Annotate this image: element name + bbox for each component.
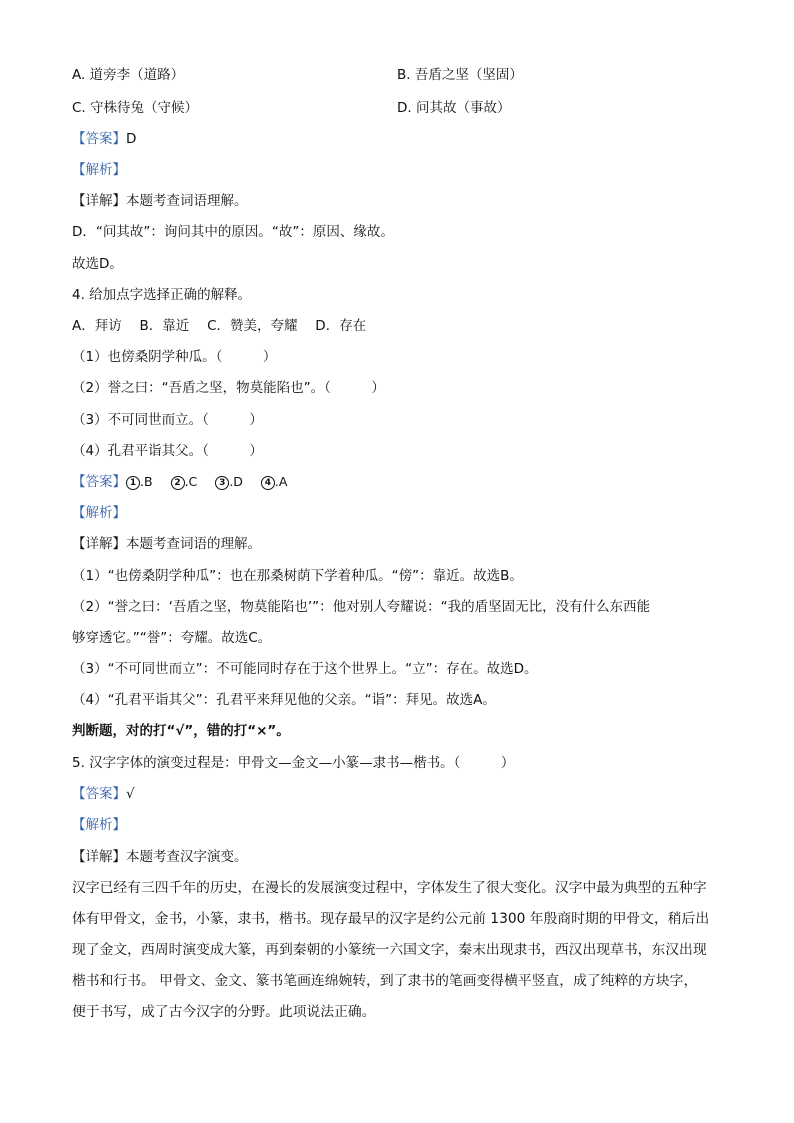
q4-item-2: （2）誉之曰：“吾盾之坚，物莫能陷也”。（ ） bbox=[72, 380, 385, 396]
detail-tag: 【详解】 bbox=[72, 849, 126, 865]
q3-option-b: B. 吾盾之坚（坚固） bbox=[397, 67, 523, 83]
q4-answer-row bbox=[72, 473, 305, 491]
q4-item-3: （3）不可同世而立。（ ） bbox=[72, 412, 263, 428]
q3-answer-row bbox=[72, 130, 136, 148]
q4-title: 4. 给加点字选择正确的解释。 bbox=[72, 287, 252, 303]
q3-detail-row bbox=[72, 192, 248, 210]
q4-explain-4: （4）“孔君平诣其父”：孔君平来拜见他的父亲。“诣”：拜见。故选A。 bbox=[72, 692, 496, 708]
q4-item-4: （4）孔君平诣其父。（ ） bbox=[72, 443, 263, 459]
q4-detail-row bbox=[72, 535, 261, 553]
paragraph-line: 体有甲骨文，金书，小篆，隶书，楷书。现存最早的汉字是约公元前 1300 年殷商时期的甲骨文，稍后出 bbox=[72, 911, 710, 927]
answer-tag: 【答案】 bbox=[72, 786, 126, 802]
paragraph-line: 汉字已经有三四千年的历史，在漫长的发展演变过程中，字体发生了很大变化。汉字中最为典型的五种字 bbox=[72, 880, 707, 896]
answer-value: .A bbox=[274, 474, 288, 489]
section-title: 判断题，对的打“√”，错的打“×”。 bbox=[72, 723, 290, 739]
q5-detail: 本题考查汉字演变。 bbox=[126, 849, 248, 865]
q3-option-a: A. 道旁李（道路） bbox=[72, 67, 185, 83]
q4-explain-2: （2）“誉之曰：‘吾盾之坚，物莫能陷也’”：他对别人夸耀说：“我的盾坚固无比，没有什么东西能 bbox=[72, 599, 651, 615]
q3-detail: 本题考查词语理解。 bbox=[126, 193, 248, 209]
q4-answer-4 bbox=[261, 473, 288, 491]
circled-number: 2 bbox=[171, 476, 185, 490]
detail-tag: 【详解】 bbox=[72, 536, 126, 552]
q4-explain-2b: 够穿透它。”“誉”：夸耀。故选C。 bbox=[72, 630, 272, 646]
q4-detail: 本题考查词语的理解。 bbox=[126, 536, 261, 552]
paragraph-line: 楷书和行书。 甲骨文、金文、篆书笔画连绵婉转，到了隶书的笔画变得横平竖直，成了纯粹的方块字， bbox=[72, 973, 698, 989]
circled-number: 3 bbox=[215, 476, 229, 490]
answer-tag: 【答案】 bbox=[72, 131, 126, 147]
answer-value: .C bbox=[184, 474, 198, 489]
paragraph-line: 现了金文，西周时演变成大篆，再到秦朝的小篆统一六国文字，秦末出现隶书，西汉出现草书，东汉出现 bbox=[72, 942, 707, 958]
q3-option-c: C. 守株待兔（守候） bbox=[72, 100, 199, 116]
q4-explain-3: （3）“不可同世而立”：不可能同时存在于这个世界上。“立”：存在。故选D。 bbox=[72, 661, 538, 677]
q3-conclusion: 故选D。 bbox=[72, 256, 123, 272]
answer-tag: 【答案】 bbox=[72, 474, 126, 490]
q4-answer-3 bbox=[215, 473, 243, 491]
q5-explanation-paragraph bbox=[72, 873, 724, 1028]
q5-answer: √ bbox=[126, 786, 135, 802]
circled-number: 4 bbox=[261, 476, 275, 490]
q5-detail-row bbox=[72, 848, 248, 866]
q5-answer-row bbox=[72, 785, 135, 803]
answer-value: .B bbox=[140, 474, 153, 489]
q3-analysis-tag: 【解析】 bbox=[72, 162, 126, 178]
q4-analysis-tag: 【解析】 bbox=[72, 505, 126, 521]
paragraph-line: 便于书写，成了古今汉字的分野。此项说法正确。 bbox=[72, 1004, 376, 1020]
q4-answer-1 bbox=[126, 473, 153, 491]
answer-value: .D bbox=[229, 474, 243, 489]
q4-options: A．拜访 B．靠近 C．赞美，夸耀 D．存在 bbox=[72, 318, 367, 334]
q4-explain-1: （1）“也傍桑阴学种瓜”：也在那桑树荫下学着种瓜。“傍”：靠近。故选B。 bbox=[72, 568, 523, 584]
circled-number: 1 bbox=[126, 476, 140, 490]
q4-answer-2 bbox=[171, 473, 198, 491]
detail-tag: 【详解】 bbox=[72, 193, 126, 209]
q5-title: 5. 汉字字体的演变过程是：甲骨文—金文—小篆—隶书—楷书。（ ） bbox=[72, 755, 515, 771]
q3-explain-line: D．“问其故”：询问其中的原因。“故”：原因、缘故。 bbox=[72, 224, 394, 240]
q5-analysis-tag: 【解析】 bbox=[72, 817, 126, 833]
q4-item-1: （1）也傍桑阴学种瓜。（ ） bbox=[72, 349, 277, 365]
q3-option-d: D. 问其故（事故） bbox=[397, 100, 511, 116]
q3-answer: D bbox=[126, 131, 137, 147]
